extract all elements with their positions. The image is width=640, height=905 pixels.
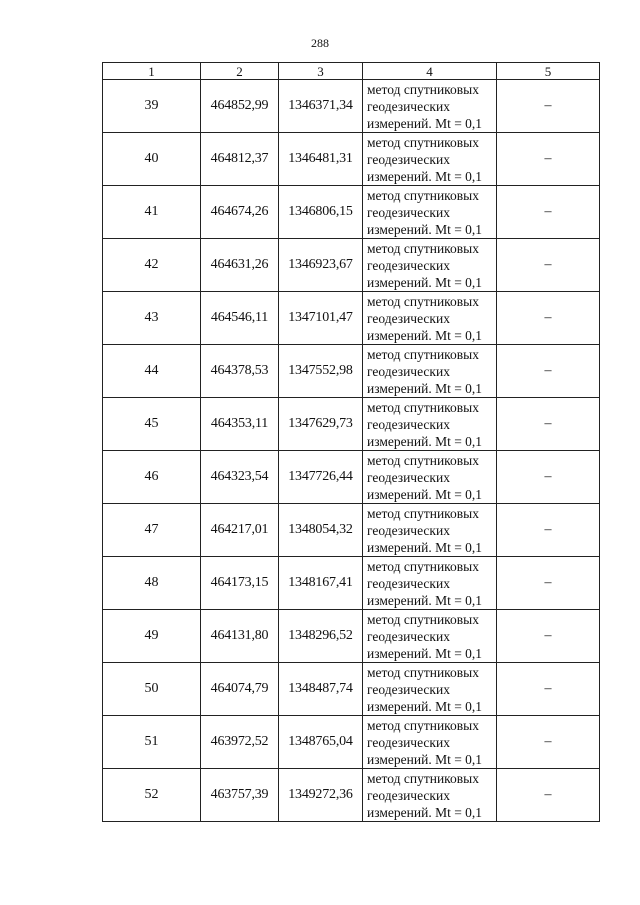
- method-line-2: геодезических: [367, 575, 450, 591]
- point-number-cell: 47: [103, 504, 201, 557]
- table-header-row: [103, 63, 600, 80]
- x-coordinate-cell: 464674,26: [201, 186, 279, 239]
- method-cell: [363, 239, 497, 292]
- coordinates-table: [102, 62, 600, 822]
- y-coordinate-cell: 1348765,04: [279, 716, 363, 769]
- method-line-3: измерений. Mt = 0,1: [367, 274, 483, 290]
- method-line-1: метод спутниковых: [367, 240, 479, 256]
- method-line-1: метод спутниковых: [367, 81, 479, 97]
- method-line-1: метод спутниковых: [367, 346, 479, 362]
- method-line-1: метод спутниковых: [367, 505, 479, 521]
- note-cell: –: [497, 345, 600, 398]
- method-cell: [363, 451, 497, 504]
- method-line-2: геодезических: [367, 363, 450, 379]
- note-cell: –: [497, 610, 600, 663]
- method-cell: [363, 292, 497, 345]
- method-line-3: измерений. Mt = 0,1: [367, 539, 483, 555]
- note-cell: –: [497, 186, 600, 239]
- x-coordinate-cell: 464631,26: [201, 239, 279, 292]
- method-line-1: метод спутниковых: [367, 770, 479, 786]
- method-cell: [363, 398, 497, 451]
- table-row: [103, 345, 600, 398]
- method-line-1: метод спутниковых: [367, 664, 479, 680]
- method-cell: [363, 769, 497, 822]
- table-row: [103, 398, 600, 451]
- x-coordinate-cell: 464353,11: [201, 398, 279, 451]
- point-number-cell: 52: [103, 769, 201, 822]
- header-col-5: 5: [497, 63, 600, 80]
- method-line-1: метод спутниковых: [367, 611, 479, 627]
- method-line-3: измерений. Mt = 0,1: [367, 486, 483, 502]
- method-line-3: измерений. Mt = 0,1: [367, 380, 483, 396]
- method-line-2: геодезических: [367, 204, 450, 220]
- header-col-2: 2: [201, 63, 279, 80]
- method-line-3: измерений. Mt = 0,1: [367, 751, 483, 767]
- note-cell: –: [497, 716, 600, 769]
- table-row: [103, 186, 600, 239]
- header-col-4: 4: [363, 63, 497, 80]
- point-number-cell: 44: [103, 345, 201, 398]
- method-line-3: измерений. Mt = 0,1: [367, 221, 483, 237]
- method-line-3: измерений. Mt = 0,1: [367, 645, 483, 661]
- x-coordinate-cell: 464323,54: [201, 451, 279, 504]
- note-cell: –: [497, 292, 600, 345]
- point-number-cell: 39: [103, 80, 201, 133]
- point-number-cell: 46: [103, 451, 201, 504]
- y-coordinate-cell: 1347101,47: [279, 292, 363, 345]
- header-col-3: 3: [279, 63, 363, 80]
- method-line-1: метод спутниковых: [367, 293, 479, 309]
- method-line-3: измерений. Mt = 0,1: [367, 592, 483, 608]
- table-row: [103, 610, 600, 663]
- method-cell: [363, 610, 497, 663]
- table-row: [103, 557, 600, 610]
- table-row: [103, 504, 600, 557]
- note-cell: –: [497, 239, 600, 292]
- method-line-2: геодезических: [367, 416, 450, 432]
- x-coordinate-cell: 464812,37: [201, 133, 279, 186]
- page-number: 288: [311, 36, 329, 50]
- x-coordinate-cell: 464074,79: [201, 663, 279, 716]
- method-line-3: измерений. Mt = 0,1: [367, 433, 483, 449]
- method-line-2: геодезических: [367, 310, 450, 326]
- y-coordinate-cell: 1348054,32: [279, 504, 363, 557]
- note-cell: –: [497, 769, 600, 822]
- note-cell: –: [497, 398, 600, 451]
- method-line-2: геодезических: [367, 787, 450, 803]
- method-line-2: геодезических: [367, 469, 450, 485]
- point-number-cell: 49: [103, 610, 201, 663]
- method-line-2: геодезических: [367, 522, 450, 538]
- method-line-3: измерений. Mt = 0,1: [367, 804, 483, 820]
- note-cell: –: [497, 504, 600, 557]
- point-number-cell: 50: [103, 663, 201, 716]
- method-line-2: геодезических: [367, 734, 450, 750]
- x-coordinate-cell: 463757,39: [201, 769, 279, 822]
- header-col-1: 1: [103, 63, 201, 80]
- table-body: [103, 80, 600, 822]
- method-line-3: измерений. Mt = 0,1: [367, 168, 483, 184]
- note-cell: –: [497, 451, 600, 504]
- method-line-2: геодезических: [367, 681, 450, 697]
- x-coordinate-cell: 464852,99: [201, 80, 279, 133]
- y-coordinate-cell: 1348167,41: [279, 557, 363, 610]
- y-coordinate-cell: 1348296,52: [279, 610, 363, 663]
- method-line-2: геодезических: [367, 628, 450, 644]
- table-row: [103, 769, 600, 822]
- y-coordinate-cell: 1347552,98: [279, 345, 363, 398]
- table-row: [103, 292, 600, 345]
- method-line-1: метод спутниковых: [367, 399, 479, 415]
- table-row: [103, 80, 600, 133]
- point-number-cell: 41: [103, 186, 201, 239]
- x-coordinate-cell: 464378,53: [201, 345, 279, 398]
- note-cell: –: [497, 133, 600, 186]
- x-coordinate-cell: 464546,11: [201, 292, 279, 345]
- method-line-2: геодезических: [367, 257, 450, 273]
- method-cell: [363, 345, 497, 398]
- method-line-2: геодезических: [367, 98, 450, 114]
- method-cell: [363, 80, 497, 133]
- method-line-1: метод спутниковых: [367, 452, 479, 468]
- method-cell: [363, 716, 497, 769]
- point-number-cell: 40: [103, 133, 201, 186]
- method-cell: [363, 504, 497, 557]
- y-coordinate-cell: 1347726,44: [279, 451, 363, 504]
- method-line-3: измерений. Mt = 0,1: [367, 698, 483, 714]
- method-line-1: метод спутниковых: [367, 134, 479, 150]
- y-coordinate-cell: 1346923,67: [279, 239, 363, 292]
- method-cell: [363, 133, 497, 186]
- x-coordinate-cell: 464217,01: [201, 504, 279, 557]
- point-number-cell: 51: [103, 716, 201, 769]
- x-coordinate-cell: 464173,15: [201, 557, 279, 610]
- table-row: [103, 239, 600, 292]
- x-coordinate-cell: 463972,52: [201, 716, 279, 769]
- table-row: [103, 663, 600, 716]
- method-cell: [363, 557, 497, 610]
- method-line-2: геодезических: [367, 151, 450, 167]
- method-line-1: метод спутниковых: [367, 558, 479, 574]
- point-number-cell: 48: [103, 557, 201, 610]
- y-coordinate-cell: 1346481,31: [279, 133, 363, 186]
- y-coordinate-cell: 1347629,73: [279, 398, 363, 451]
- y-coordinate-cell: 1346806,15: [279, 186, 363, 239]
- table-row: [103, 716, 600, 769]
- point-number-cell: 45: [103, 398, 201, 451]
- x-coordinate-cell: 464131,80: [201, 610, 279, 663]
- method-cell: [363, 663, 497, 716]
- method-line-3: измерений. Mt = 0,1: [367, 115, 483, 131]
- y-coordinate-cell: 1349272,36: [279, 769, 363, 822]
- method-cell: [363, 186, 497, 239]
- note-cell: –: [497, 557, 600, 610]
- method-line-3: измерений. Mt = 0,1: [367, 327, 483, 343]
- point-number-cell: 42: [103, 239, 201, 292]
- table-row: [103, 451, 600, 504]
- note-cell: –: [497, 663, 600, 716]
- y-coordinate-cell: 1348487,74: [279, 663, 363, 716]
- y-coordinate-cell: 1346371,34: [279, 80, 363, 133]
- point-number-cell: 43: [103, 292, 201, 345]
- method-line-1: метод спутниковых: [367, 717, 479, 733]
- note-cell: –: [497, 80, 600, 133]
- table-row: [103, 133, 600, 186]
- method-line-1: метод спутниковых: [367, 187, 479, 203]
